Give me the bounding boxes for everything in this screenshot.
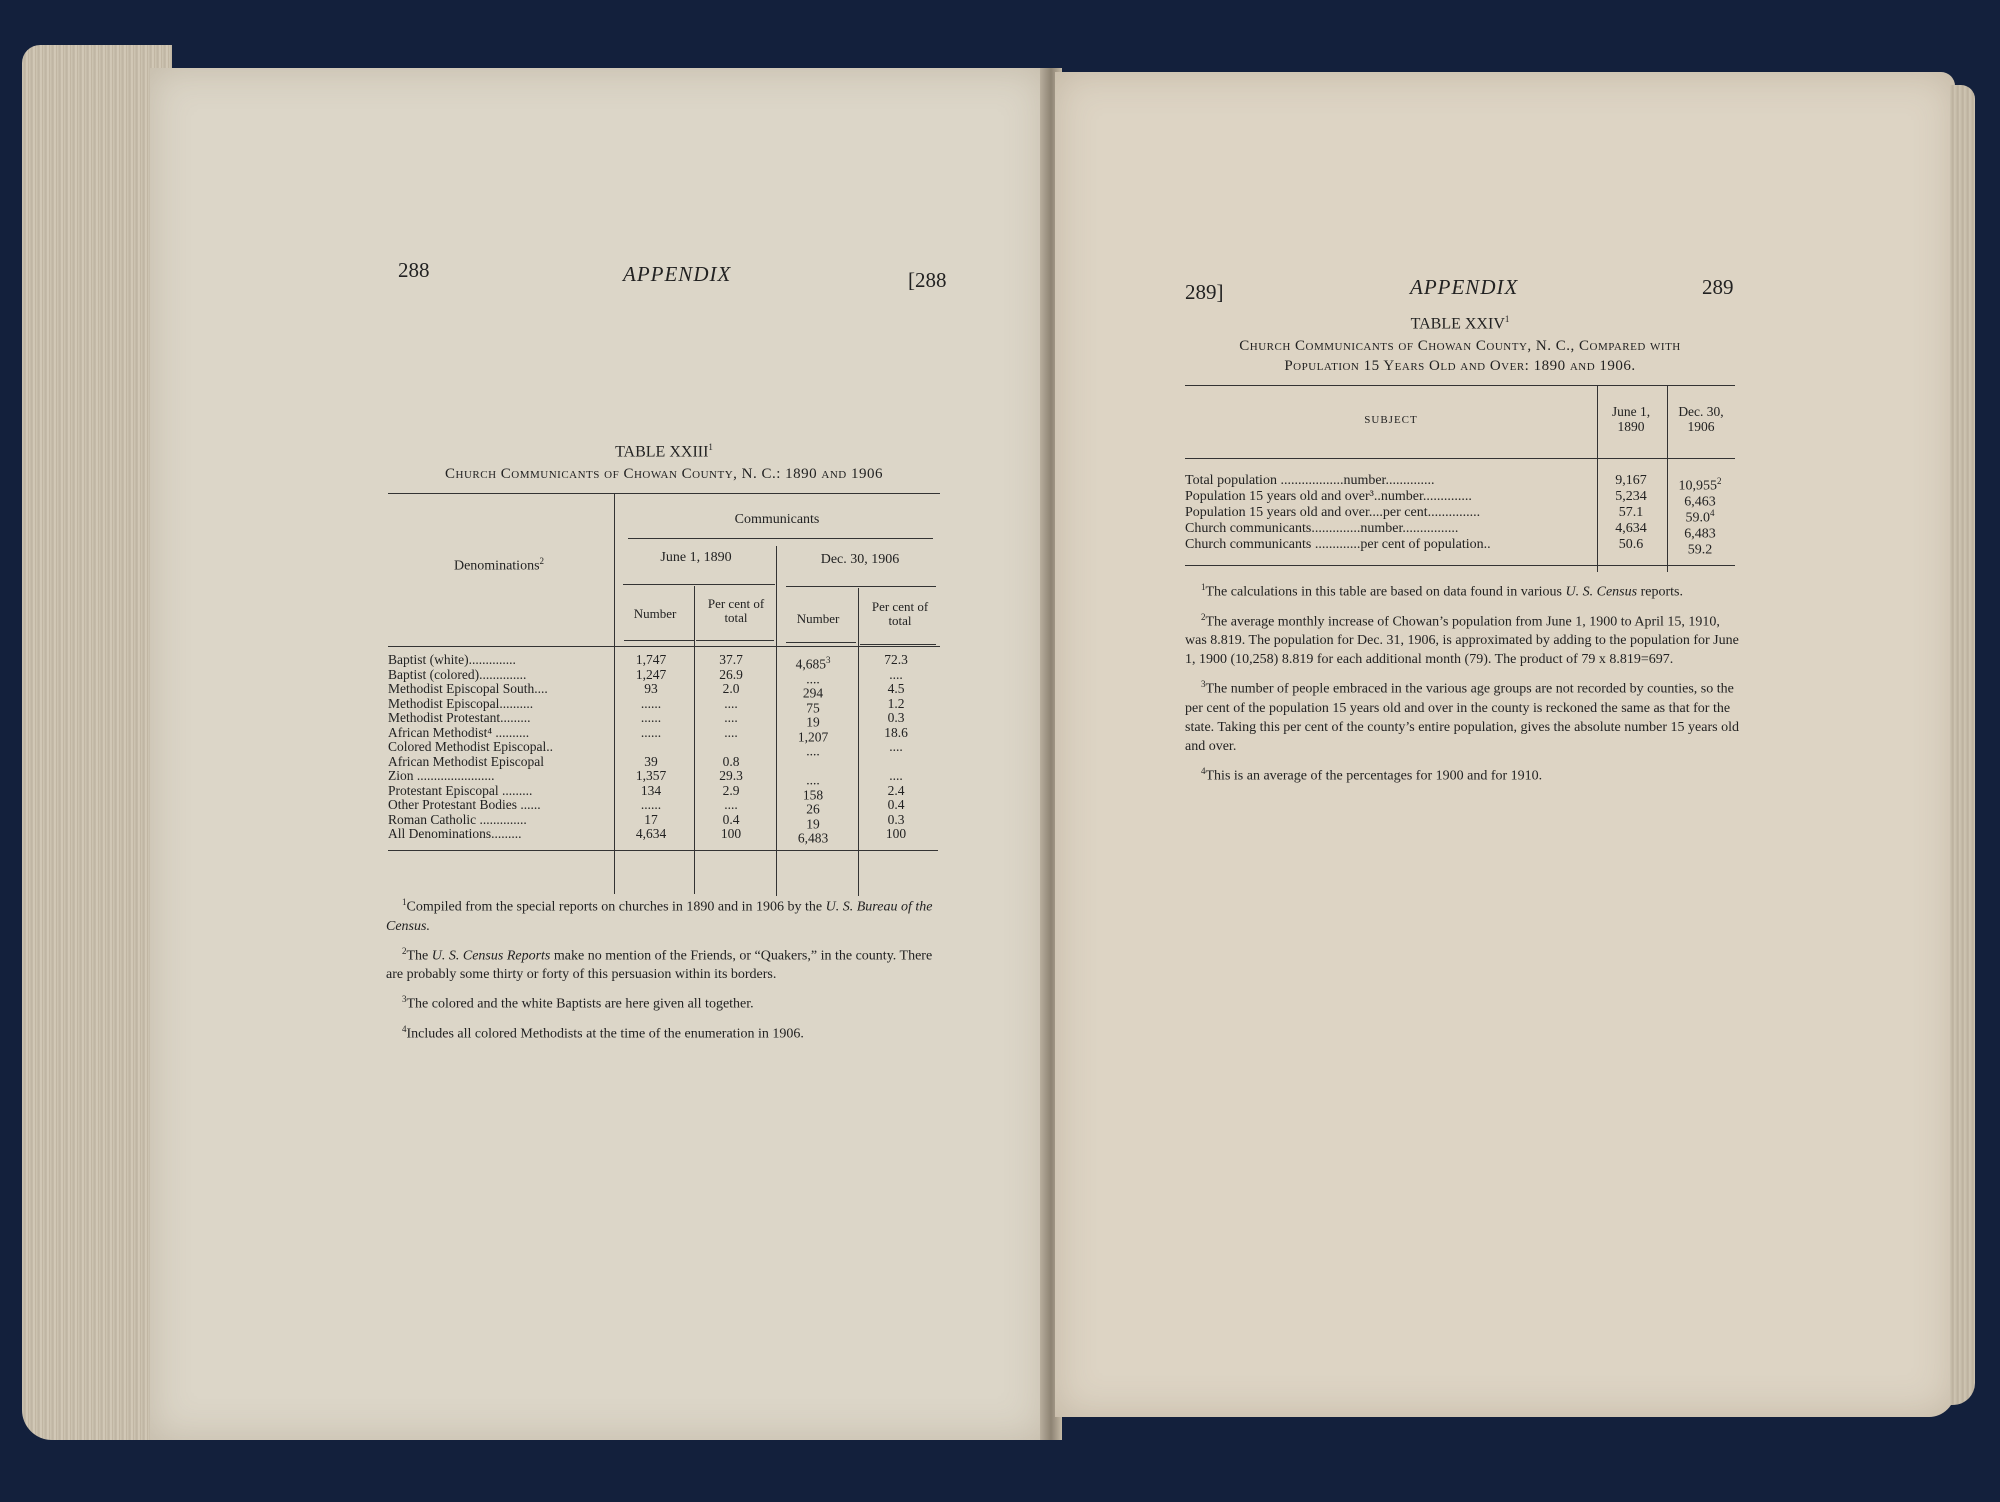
- number-1906-cell: [770, 755, 856, 770]
- value-1890-cell: 57.1: [1618, 505, 1644, 520]
- table-row: [388, 652, 940, 672]
- number-1890-cell: [610, 740, 692, 755]
- left-footnotes: [386, 893, 941, 1050]
- table-row: [1185, 489, 1735, 510]
- percent-1890-cell: 0.4: [722, 811, 740, 827]
- value-1890-cell: 5,234: [1615, 489, 1647, 504]
- percent-1890-cell: 100: [720, 826, 742, 841]
- table-row: [1185, 521, 1735, 542]
- denomination-cell: Baptist (white)..............: [388, 653, 516, 667]
- denomination-cell: Methodist Episcopal..........: [388, 696, 534, 711]
- percent-1890-cell: 2.0: [722, 681, 740, 696]
- june-1890-header-r: June 1, 1890: [1611, 404, 1651, 434]
- value-1906-cell: 59.0$^4$: [1685, 508, 1715, 526]
- table-xxiv-subtitle-1: Church Communicants of Chowan County, N. C., Compared with: [1239, 338, 1681, 354]
- number-1906-cell: ....: [806, 743, 820, 759]
- dec-1906-header-r: Dec. 30, 1906: [1678, 404, 1724, 434]
- denomination-cell: Other Protestant Bodies ......: [388, 798, 541, 812]
- value-1906-cell: 6,483: [1684, 526, 1716, 542]
- subject-cell: Church communicants .............per cent of population..: [1185, 537, 1491, 552]
- denomination-cell: Methodist Episcopal South....: [388, 682, 548, 696]
- table-row: [388, 797, 940, 817]
- table-row: [388, 811, 940, 831]
- page-stack-right: [1950, 85, 1975, 1405]
- footnote: $^3$The number of people embraced in the various age groups are not recorded by counties, so the per cent of the population 15 years old and over in the county is reckoned the same as that for the state. Taking this per cent of the county’s entire population, gives the absolute number 15 years old and over.: [1185, 679, 1739, 754]
- denomination-cell: African Methodist Episcopal: [388, 754, 544, 769]
- footnote: $^2$The average monthly increase of Chowan’s population from June 1, 1900 to April 15, 1910, was 8.819. The population for Dec. 31, 1906, is approximated by adding to the population for June 1, 1900 (10,258) 8.819 for each additional month (79). The product of 79 x 8.819=697.: [1185, 611, 1739, 668]
- table-row: [388, 755, 940, 770]
- value-1906-cell: 10,955$^2$: [1678, 476, 1722, 494]
- percent-1890-cell: ....: [724, 695, 738, 711]
- subject-cell: Population 15 years old and over....per cent...............: [1185, 505, 1481, 520]
- percent-1906-cell: ....: [889, 768, 903, 783]
- denomination-cell: All Denominations.........: [388, 827, 522, 841]
- table-row: [388, 826, 940, 846]
- denomination-cell: Colored Methodist Episcopal..: [388, 740, 553, 754]
- number-1906-cell: 294: [802, 685, 824, 701]
- denomination-cell: African Methodist⁴ ..........: [388, 725, 530, 740]
- number-1890-cell: ......: [640, 710, 662, 725]
- table-row: [1185, 473, 1735, 494]
- table-row: [1185, 505, 1735, 526]
- table-row: [388, 710, 940, 730]
- left-running-head: APPENDIX: [623, 262, 732, 286]
- percent-1890-cell: 29.3: [719, 768, 743, 783]
- percent-1906-cell: [856, 755, 936, 770]
- table-row: [388, 782, 940, 802]
- table-row: [1185, 537, 1735, 558]
- percent-1906-cell: 100: [885, 826, 907, 841]
- footnote: $^2$The U. S. Census Reports make no mention of the Friends, or “Quakers,” in the county. There are probably some thirty or forty of this persuasion within its borders.: [386, 945, 933, 983]
- right-footnotes: [1185, 578, 1740, 792]
- subject-header: SUBJECT: [1364, 414, 1418, 426]
- percent-1906-cell: 0.3: [887, 811, 905, 827]
- percent-1906-cell: 4.5: [887, 681, 905, 696]
- number-1890-cell: 39: [644, 753, 658, 769]
- percent-1890-cell: ....: [724, 797, 738, 812]
- number-1906-cell: 1,207: [797, 729, 829, 744]
- table-xxiv-title: TABLE XXIV$^1$: [1410, 314, 1510, 333]
- denomination-cell: Roman Catholic ..............: [388, 812, 527, 827]
- percent-1890-cell: ....: [724, 710, 738, 725]
- left-page-ref: [288: [908, 268, 947, 292]
- subject-cell: Church communicants..............number................: [1185, 521, 1459, 536]
- right-page-ref: 289]: [1185, 280, 1224, 304]
- table-xxiii-title: TABLE XXIII$^1$: [615, 442, 713, 461]
- denominations-header: Denominations$^2$: [453, 556, 545, 574]
- value-1906-cell: 6,463: [1684, 494, 1716, 510]
- percent-1906-cell: 2.4: [887, 782, 905, 798]
- number-1890-cell: 4,634: [635, 826, 667, 841]
- value-1890-cell: 4,634: [1615, 521, 1647, 536]
- number-1890-cell: 1,747: [635, 652, 667, 667]
- table-xxiii-subtitle: Church Communicants of Chowan County, N. C.: 1890 and 1906: [445, 466, 883, 482]
- table-xxiii-body: [388, 647, 940, 846]
- number-1890-cell: 93: [644, 681, 658, 696]
- value-1906-cell: 59.2: [1687, 542, 1713, 558]
- percent-1906-cell: 72.3: [884, 652, 908, 667]
- number-1906-cell: 26: [806, 801, 820, 817]
- number-1906-cell: 75: [806, 700, 820, 715]
- number-1890-cell: 1,247: [635, 666, 667, 682]
- percent-1890-cell: 2.9: [722, 782, 740, 798]
- table-xxiv: [1185, 385, 1735, 566]
- denomination-cell: Protestant Episcopal .........: [388, 783, 533, 798]
- communicants-header: Communicants: [734, 512, 820, 527]
- number-1890-cell: ......: [640, 724, 662, 740]
- denomination-cell: Baptist (colored)..............: [388, 667, 527, 682]
- percent-1906-cell: ....: [889, 739, 903, 754]
- footnote: $^4$Includes all colored Methodists at the time of the enumeration in 1906.: [402, 1023, 804, 1042]
- percent-header-1906: Per cent of total: [871, 599, 929, 628]
- table-row: [388, 724, 940, 744]
- dec-1906-header: Dec. 30, 1906: [820, 552, 900, 567]
- table-xxiii: [388, 493, 940, 851]
- number-1890-cell: ......: [640, 797, 662, 812]
- percent-1890-cell: 37.7: [719, 652, 743, 667]
- footnote: $^4$This is an average of the percentages for 1900 and for 1910.: [1201, 765, 1543, 784]
- percent-1906-cell: 0.4: [887, 797, 905, 812]
- table-xxiv-subtitle-2: Population 15 Years Old and Over: 1890 and 1906.: [1284, 358, 1636, 374]
- denomination-cell: Zion .......................: [388, 769, 495, 783]
- number-1906-cell: 158: [802, 787, 824, 802]
- number-1906-cell: 6,483: [797, 830, 829, 846]
- footnote: $^3$The colored and the white Baptists are here given all together.: [402, 994, 754, 1012]
- table-xxiv-header: [1185, 386, 1735, 459]
- number-1906-cell: ....: [806, 671, 820, 686]
- percent-1906-cell: 18.6: [884, 724, 908, 740]
- number-1906-cell: ....: [806, 772, 820, 788]
- subject-cell: Population 15 years old and over³..number..............: [1185, 489, 1472, 504]
- value-1890-cell: 9,167: [1615, 473, 1647, 488]
- table-row: [388, 768, 940, 788]
- number-header-1890: Number: [633, 606, 677, 621]
- number-1890-cell: 134: [640, 782, 662, 798]
- right-running-head: APPENDIX: [1410, 275, 1519, 299]
- table-row: [388, 739, 940, 759]
- number-1890-cell: 1,357: [635, 768, 667, 783]
- table-row: [388, 681, 940, 701]
- number-1906-cell: 19: [806, 714, 820, 730]
- percent-1890-cell: ....: [724, 724, 738, 740]
- number-1890-cell: 17: [644, 811, 658, 827]
- percent-1890-cell: 26.9: [719, 666, 743, 682]
- percent-1906-cell: ....: [889, 666, 903, 682]
- left-page-number: 288: [398, 258, 430, 282]
- value-1890-cell: 50.6: [1618, 537, 1644, 552]
- percent-header-1890: Per cent of total: [707, 596, 765, 625]
- footnote: $^1$The calculations in this table are based on data found in various U. S. Census reports.: [1201, 582, 1683, 600]
- percent-1890-cell: [692, 740, 770, 755]
- right-page-number: 289: [1702, 275, 1734, 299]
- number-1890-cell: ......: [640, 695, 662, 711]
- table-xxiv-body: [1185, 459, 1735, 558]
- june-1890-header: June 1, 1890: [660, 550, 732, 565]
- number-header-1906: Number: [796, 611, 840, 626]
- denomination-cell: Methodist Protestant.........: [388, 711, 531, 725]
- percent-1906-cell: 0.3: [887, 710, 905, 725]
- percent-1906-cell: 1.2: [887, 695, 905, 711]
- percent-1890-cell: 0.8: [722, 753, 740, 769]
- footnote: $^1$Compiled from the special reports on churches in 1890 and in 1906 by the U. S. Bureau of the Census.: [386, 897, 933, 934]
- table-row: [388, 695, 940, 715]
- number-1906-cell: 4,685$^3$: [795, 655, 831, 672]
- subject-cell: Total population ..................number..............: [1185, 473, 1435, 488]
- number-1906-cell: 19: [806, 816, 820, 831]
- table-row: [388, 666, 940, 686]
- table-xxiii-header: [388, 494, 940, 647]
